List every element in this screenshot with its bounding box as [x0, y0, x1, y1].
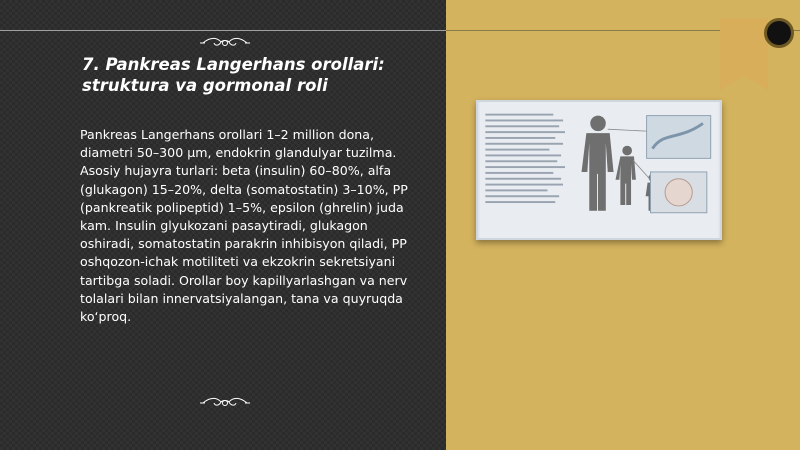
ornament-icon [200, 394, 250, 412]
ornament-icon [200, 34, 250, 52]
illustration-image [476, 100, 722, 240]
page-curl-icon [764, 18, 794, 48]
human-figures-illustration [478, 102, 720, 238]
slide-body-text: Pankreas Langerhans orollari 1–2 million dona, diametri 50–300 µm, endokrin glandulyar tuzilma. Asosiy hujayra turlari: beta (insulin) 60–80%, alfa (glukagon) 15–20%, delta (somatostatin) 3–10%, PP (pankreatik polipeptid) 1–5%, epsilon (ghrelin) juda kam. Insulin glyukozani pasaytiradi, glukagon oshiradi, somatostatin parakrin inhibisyon qiladi, PP oshqozon-ichak motiliteti va ekzokrin sekretsiyani tartibga soladi. Orollar boy kapillyarlashgan va nerv tolalari bilan innervatsiyalangan, tana va quyruqda ko‘proq. [80, 127, 408, 325]
slide-title: 7. Pankreas Langerhans orollari: struktura va gormonal roli [82, 55, 385, 95]
